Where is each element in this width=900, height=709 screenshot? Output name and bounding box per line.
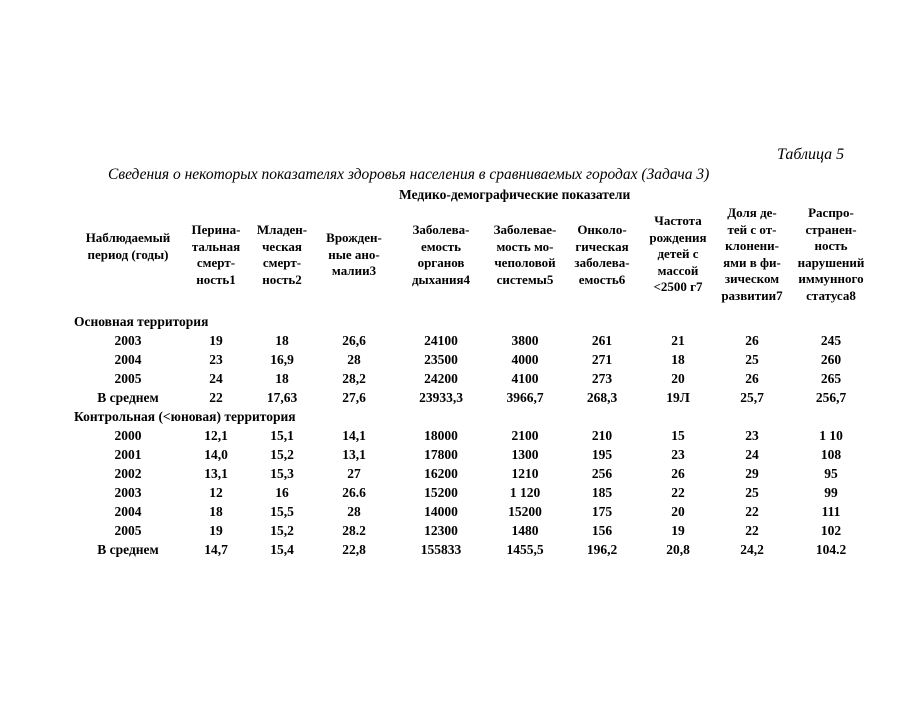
- table-cell: 15,2: [270, 523, 294, 538]
- table-cell: 23: [745, 428, 759, 443]
- table-cell: 23: [671, 447, 685, 462]
- table-cell: 15,4: [270, 542, 294, 557]
- table-cell: 15,1: [270, 428, 294, 443]
- table-caption: Сведения о некоторых показателях здоровья населения в сравниваемых городах (Задача 3): [108, 166, 710, 183]
- table-cell: 23500: [424, 352, 458, 367]
- table-cell: 99: [824, 485, 838, 500]
- table-cell: 23: [209, 352, 223, 367]
- table-cell: 25,7: [740, 390, 764, 405]
- table-cell: 268,3: [586, 390, 618, 405]
- table-cell: 15: [671, 428, 685, 443]
- table-cell: 26: [671, 466, 685, 481]
- column-header-10: Распро- странен- ность нарушений иммунного статуса8: [797, 205, 865, 303]
- table-cell: 22: [209, 390, 223, 405]
- table-cell: 24100: [424, 333, 458, 348]
- table-cell: 13,1: [204, 466, 228, 481]
- column-header-8: Частота рождения детей с массой <2500 г7: [649, 213, 707, 294]
- table-cell: 196,2: [586, 542, 618, 557]
- table-cell: 18: [275, 371, 289, 386]
- table-cell: 14,0: [204, 447, 228, 462]
- table-cell: 20: [671, 504, 685, 519]
- table-cell: 22: [745, 504, 759, 519]
- table-cell: 18: [209, 504, 223, 519]
- table-cell: 16,9: [270, 352, 294, 367]
- column-header-3: Младен- ческая смерт- ность2: [256, 222, 308, 287]
- table-cell: 155833: [420, 542, 462, 557]
- table-cell: 4100: [511, 371, 539, 386]
- table-cell: 19: [209, 333, 223, 348]
- table-cell: 12,1: [204, 428, 228, 443]
- table-cell: 24: [745, 447, 759, 462]
- table-cell: 27: [347, 466, 361, 481]
- table-cell: 261: [591, 333, 613, 348]
- table-cell: 18: [275, 333, 289, 348]
- table-cell: 26,6: [342, 333, 366, 348]
- table-cell: 21: [671, 333, 685, 348]
- column-header-1: Наблюдаемый период (годы): [85, 230, 171, 262]
- table-cell: 1455,5: [506, 542, 544, 557]
- row-label: 2003: [114, 485, 142, 500]
- table-cell: 19Л: [666, 390, 690, 405]
- table-cell: 26: [745, 371, 759, 386]
- table-cell: 1 120: [509, 485, 541, 500]
- table-cell: 2100: [511, 428, 539, 443]
- table-cell: 175: [591, 504, 613, 519]
- table-cell: 15,5: [270, 504, 294, 519]
- table-cell: 29: [745, 466, 759, 481]
- table-cell: 13,1: [342, 447, 366, 462]
- table-cell: 27,6: [342, 390, 366, 405]
- table-cell: 26.6: [342, 485, 366, 500]
- table-cell: 271: [591, 352, 613, 367]
- table-cell: 28: [347, 504, 361, 519]
- table-cell: 102: [820, 523, 842, 538]
- table-cell: 14000: [424, 504, 458, 519]
- table-cell: 265: [820, 371, 842, 386]
- row-label: 2003: [114, 333, 142, 348]
- row-label: В среднем: [97, 390, 159, 405]
- table-cell: 185: [591, 485, 613, 500]
- table-cell: 1480: [511, 523, 539, 538]
- column-header-4: Врожден- ные ано- малии3: [326, 230, 382, 278]
- table-cell: 1 10: [819, 428, 843, 443]
- table-cell: 25: [745, 485, 759, 500]
- table-cell: 18000: [424, 428, 458, 443]
- row-label: 2001: [114, 447, 142, 462]
- table-cell: 15,3: [270, 466, 294, 481]
- table-cell: 15200: [424, 485, 458, 500]
- table-cell: 256: [591, 466, 613, 481]
- table-cell: 156: [591, 523, 613, 538]
- table-cell: 15,2: [270, 447, 294, 462]
- table-cell: 28: [347, 352, 361, 367]
- table-cell: 210: [591, 428, 613, 443]
- table-cell: 20,8: [666, 542, 690, 557]
- table-cell: 22,8: [342, 542, 366, 557]
- table-cell: 18: [671, 352, 685, 367]
- table-cell: 26: [745, 333, 759, 348]
- table-cell: 14,1: [342, 428, 366, 443]
- table-cell: 28.2: [342, 523, 366, 538]
- table-cell: 108: [820, 447, 842, 462]
- row-label: 2002: [114, 466, 142, 481]
- table-cell: 24,2: [740, 542, 764, 557]
- table-cell: 23933,3: [419, 390, 463, 405]
- table-cell: 17,63: [266, 390, 298, 405]
- column-header-2: Перина- тальная смерт- ность1: [191, 222, 241, 287]
- table-cell: 3966,7: [506, 390, 544, 405]
- table-cell: 25: [745, 352, 759, 367]
- table-cell: 245: [820, 333, 842, 348]
- table-cell: 16: [275, 485, 289, 500]
- row-label: 2005: [114, 371, 142, 386]
- table-cell: 273: [591, 371, 613, 386]
- table-cell: 22: [745, 523, 759, 538]
- table-cell: 15200: [508, 504, 542, 519]
- table-cell: 256,7: [815, 390, 847, 405]
- table-cell: 12300: [424, 523, 458, 538]
- group-header: Медико-демографические показатели: [399, 187, 631, 202]
- table-cell: 104.2: [815, 542, 847, 557]
- table-number-label: Таблица 5: [777, 146, 845, 163]
- column-header-9: Доля де- тей с от- клонени- ями в фи- зическом развитии7: [721, 205, 783, 303]
- table-cell: 95: [824, 466, 838, 481]
- row-label: В среднем: [97, 542, 159, 557]
- table-cell: 4000: [511, 352, 539, 367]
- table-cell: 24200: [424, 371, 458, 386]
- table-cell: 19: [209, 523, 223, 538]
- table-cell: 1300: [511, 447, 539, 462]
- section-title: Основная территория: [74, 314, 209, 329]
- row-label: 2004: [114, 504, 142, 519]
- table-cell: 22: [671, 485, 685, 500]
- table-cell: 195: [591, 447, 613, 462]
- table-cell: 16200: [424, 466, 458, 481]
- table-cell: 24: [209, 371, 223, 386]
- table-cell: 12: [209, 485, 223, 500]
- column-header-5: Заболева- емость органов дыхания4: [411, 222, 471, 287]
- table-cell: 260: [820, 352, 842, 367]
- row-label: 2000: [114, 428, 142, 443]
- section-title: Контрольная (<юновая) территория: [74, 409, 296, 424]
- table-cell: 111: [821, 504, 841, 519]
- table-cell: 1210: [511, 466, 539, 481]
- column-header-7: Онколо- гическая заболева- емость6: [574, 222, 630, 287]
- table-cell: 17800: [424, 447, 458, 462]
- table-cell: 14,7: [204, 542, 228, 557]
- table-cell: 19: [671, 523, 685, 538]
- row-label: 2004: [114, 352, 142, 367]
- table-cell: 28,2: [342, 371, 366, 386]
- table-cell: 20: [671, 371, 685, 386]
- table-cell: 3800: [511, 333, 539, 348]
- column-header-6: Заболевае- мость мо- чеполовой системы5: [493, 222, 557, 287]
- row-label: 2005: [114, 523, 142, 538]
